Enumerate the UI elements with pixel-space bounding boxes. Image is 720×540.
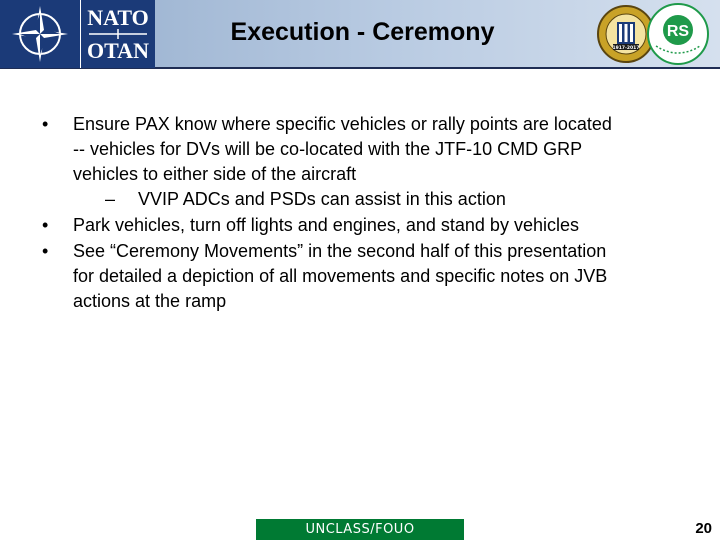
- page-number: 20: [695, 520, 712, 537]
- bullet-line: for detailed a depiction of all movements and specific notes on JVB: [73, 266, 608, 286]
- badge-years: 1917-2017: [612, 46, 640, 51]
- sub-bullet-text: VVIP ADCs and PSDs can assist in this action: [138, 189, 506, 209]
- bullet-line: vehicles to either side of the aircraft: [73, 164, 357, 184]
- bullet-marker: •: [42, 215, 49, 235]
- bullet-line: See “Ceremony Movements” in the second half of this presentation: [73, 241, 607, 261]
- bullet-line: actions at the ramp: [73, 291, 227, 311]
- slide-title: Execution - Ceremony: [230, 18, 495, 46]
- bullet-line: Ensure PAX know where specific vehicles or rally points are located: [73, 114, 612, 134]
- sub-bullet-item: [105, 187, 690, 212]
- bullet-item: [40, 112, 690, 212]
- sub-bullet-marker: –: [105, 189, 116, 209]
- rs-emblem-icon: [640, 2, 716, 66]
- bullet-line: Park vehicles, turn off lights and engines, and stand by vehicles: [73, 215, 579, 235]
- rs-label: RS: [666, 23, 690, 40]
- bullet-marker: •: [42, 114, 49, 134]
- classification-banner: UNCLASS/FOUO: [256, 519, 464, 540]
- bullet-item: [40, 213, 690, 238]
- bullet-line: -- vehicles for DVs will be co-located with the JTF-10 CMD GRP: [73, 139, 583, 159]
- logo-text-nato: NATO: [87, 5, 149, 30]
- logo-text-otan: OTAN: [87, 38, 149, 63]
- nato-otan-logo: [80, 0, 155, 68]
- bullet-marker: •: [42, 241, 49, 261]
- nato-compass-icon: [0, 0, 80, 68]
- bullet-item: [40, 239, 690, 314]
- bullet-list: [40, 112, 690, 315]
